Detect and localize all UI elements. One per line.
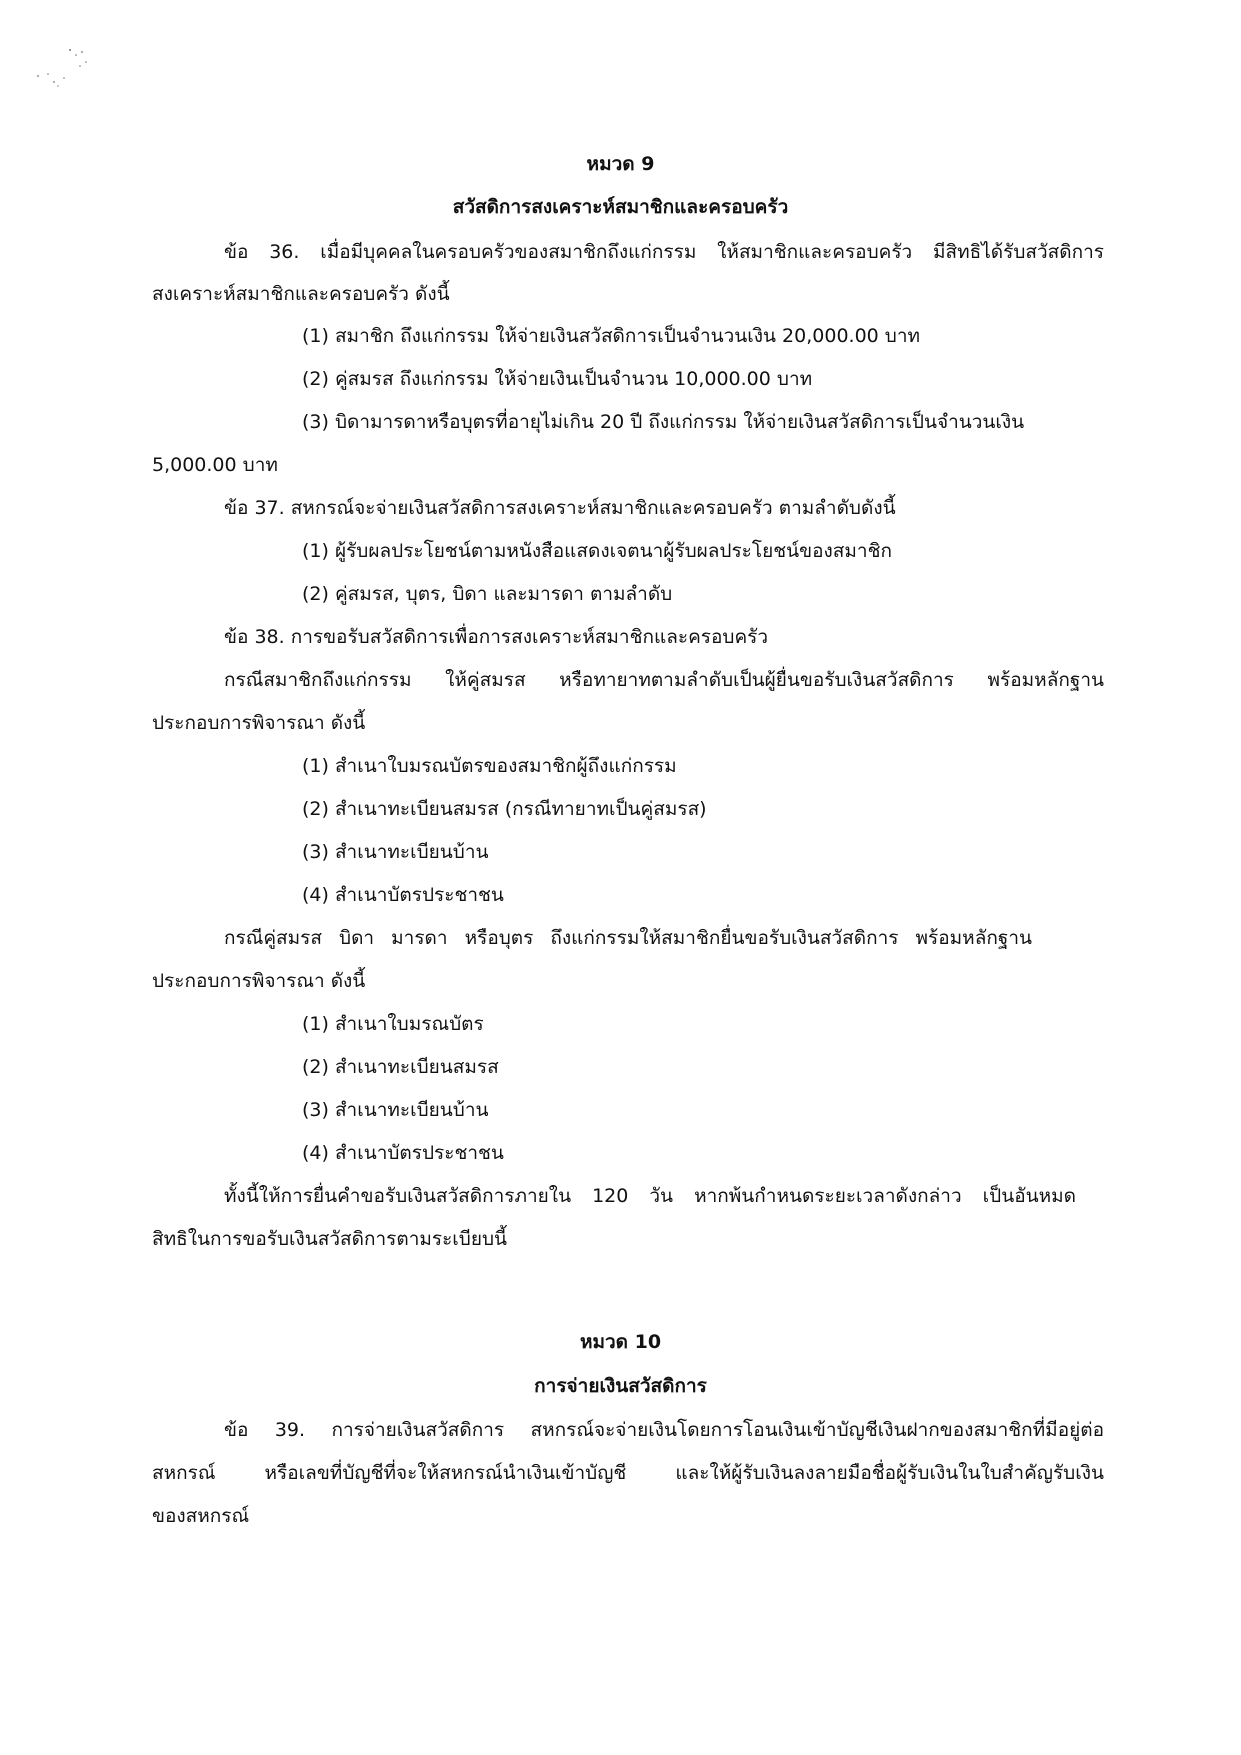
article-38-case-1-item-1: (1) สำเนาใบมรณบัตรของสมาชิกผู้ถึงแก่กรรม	[302, 755, 677, 777]
chapter-9-title: สวัสดิการสงเคราะห์สมาชิกและครอบครัว	[452, 196, 789, 218]
article-39-line-2: สหกรณ์ หรือเลขที่บัญชีที่จะให้สหกรณ์นำเงินเข้าบัญชี และให้ผู้รับเงินลงลายมือชื่อผู้รับเงินในใบสำคัญรับเงิน	[152, 1462, 1104, 1484]
article-38-case-2a: กรณีคู่สมรส บิดา มารดา หรือบุตร ถึงแก่กรรมให้สมาชิกยื่นขอรับเงินสวัสดิการ พร้อมหลักฐาน	[224, 927, 1032, 949]
article-36-item-2: (2) คู่สมรส ถึงแก่กรรม ให้จ่ายเงินเป็นจำนวน 10,000.00 บาท	[302, 368, 813, 390]
article-38-case-1-item-2: (2) สำเนาทะเบียนสมรส (กรณีทายาทเป็นคู่สมรส)	[302, 798, 707, 820]
article-38-case-1-item-4: (4) สำเนาบัตรประชาชน	[302, 884, 504, 906]
chapter-10-title: การจ่ายเงินสวัสดิการ	[534, 1375, 707, 1397]
article-38-case-2-item-4: (4) สำเนาบัตรประชาชน	[302, 1142, 504, 1164]
article-38-case-1a: กรณีสมาชิกถึงแก่กรรม ให้คู่สมรส หรือทายาทตามลำดับเป็นผู้ยื่นขอรับเงินสวัสดิการ พร้อมหลักฐาน	[224, 669, 1104, 691]
chapter-10-heading: หมวด 10	[579, 1331, 662, 1353]
article-38-case-1-item-3: (3) สำเนาทะเบียนบ้าน	[302, 841, 489, 863]
article-38-case-2b: ประกอบการพิจารณา ดังนี้	[152, 970, 366, 992]
article-39-line-1: ข้อ 39. การจ่ายเงินสวัสดิการ สหกรณ์จะจ่ายเงินโดยการโอนเงินเข้าบัญชีเงินฝากของสมาชิกที่มีอยู่ต่อ	[224, 1419, 1104, 1441]
article-36-line-2: สงเคราะห์สมาชิกและครอบครัว ดังนี้	[152, 283, 450, 305]
article-36-item-3a: (3) บิดามารดาหรือบุตรที่อายุไม่เกิน 20 ปี ถึงแก่กรรม ให้จ่ายเงินสวัสดิการเป็นจำนวนเงิน	[302, 411, 1025, 433]
article-36-item-3b: 5,000.00 บาท	[152, 454, 278, 476]
article-36-item-1: (1) สมาชิก ถึงแก่กรรม ให้จ่ายเงินสวัสดิการเป็นจำนวนเงิน 20,000.00 บาท	[302, 325, 921, 347]
article-36-line-1: ข้อ 36. เมื่อมีบุคคลในครอบครัวของสมาชิกถึงแก่กรรม ให้สมาชิกและครอบครัว มีสิทธิได้รับสวัสดิการ	[224, 241, 1104, 263]
chapter-9-heading: หมวด 9	[586, 153, 655, 175]
article-37-item-1: (1) ผู้รับผลประโยชน์ตามหนังสือแสดงเจตนาผู้รับผลประโยชน์ของสมาชิก	[302, 540, 892, 562]
scan-specks	[30, 40, 100, 100]
article-38-case-2-item-1: (1) สำเนาใบมรณบัตร	[302, 1013, 484, 1035]
article-38-case-2-item-3: (3) สำเนาทะเบียนบ้าน	[302, 1099, 489, 1121]
article-37-item-2: (2) คู่สมรส, บุตร, บิดา และมารดา ตามลำดับ	[302, 583, 673, 605]
article-38-line-1: ข้อ 38. การขอรับสวัสดิการเพื่อการสงเคราะห์สมาชิกและครอบครัว	[224, 626, 769, 648]
article-39-line-3: ของสหกรณ์	[152, 1505, 250, 1527]
article-38-case-2-item-2: (2) สำเนาทะเบียนสมรส	[302, 1056, 499, 1078]
article-38-case-1b: ประกอบการพิจารณา ดังนี้	[152, 712, 366, 734]
article-38-deadline-a: ทั้งนี้ให้การยื่นคำขอรับเงินสวัสดิการภายใน 120 วัน หากพ้นกำหนดระยะเวลาดังกล่าว เป็นอันหมด	[224, 1185, 1076, 1207]
article-38-deadline-b: สิทธิในการขอรับเงินสวัสดิการตามระเบียบนี้	[152, 1228, 508, 1250]
article-37-line-1: ข้อ 37. สหกรณ์จะจ่ายเงินสวัสดิการสงเคราะห์สมาชิกและครอบครัว ตามลำดับดังนี้	[224, 497, 896, 519]
